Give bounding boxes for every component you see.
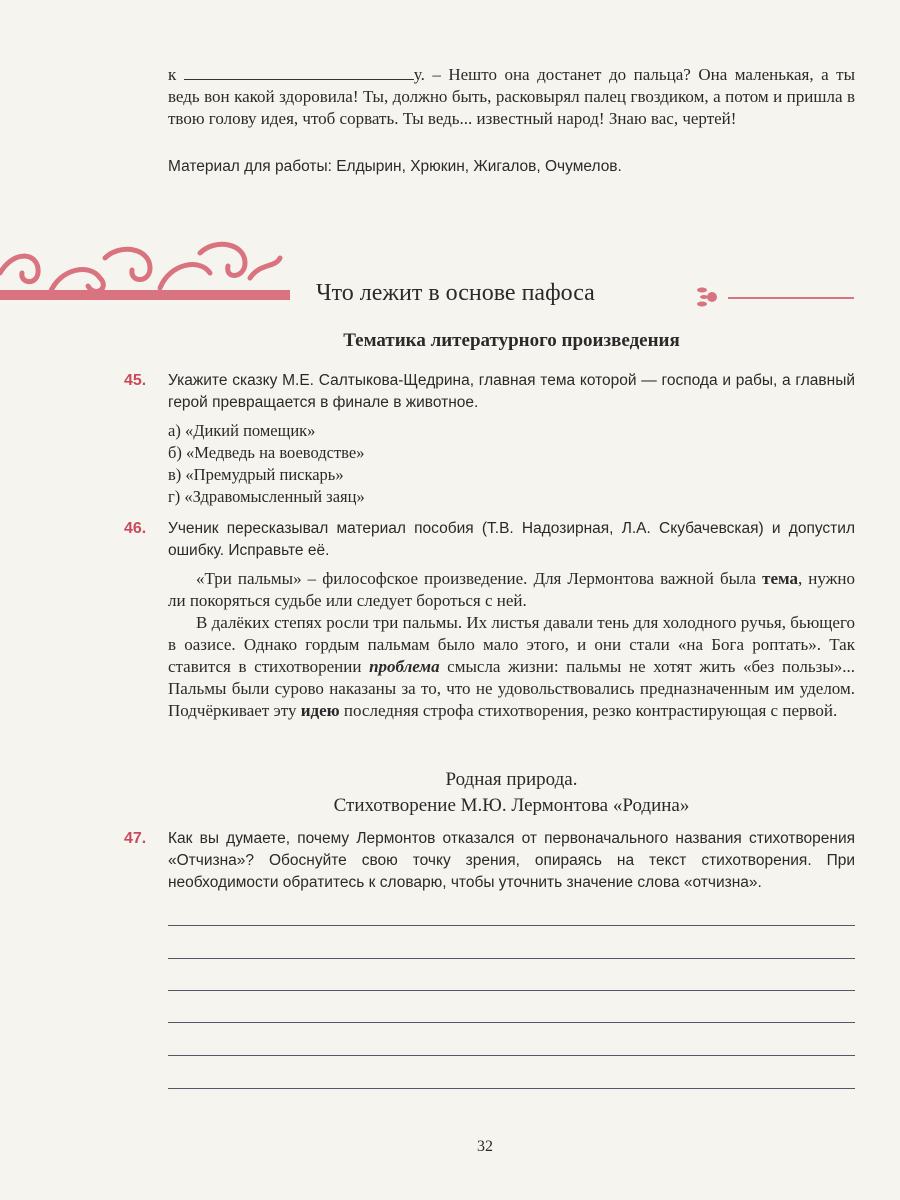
question-number: 46. <box>124 520 147 537</box>
section-divider <box>728 297 854 299</box>
question-number: 45. <box>124 372 147 389</box>
student-text-p1 <box>168 568 855 612</box>
text: смысла жизни: пальмы не хотят жить «без пользы»... Пальмы были сурово наказаны за то, что не удовольствовались предназначенным им уделом. Подчёркивает эту <box>168 657 855 720</box>
text: В далёких степях росли три пальмы. Их листья давали тень для холодного ручья, бьющего в оазисе. Однако гордым пальмам было мало этого, и они стали «на Бога роптать». Так ставится в стихотворении <box>168 613 855 676</box>
fragment-start: к <box>168 65 177 84</box>
flower-ornament-icon <box>694 285 724 309</box>
page-number: 32 <box>477 1138 493 1155</box>
question-number: 47. <box>124 830 147 847</box>
student-text-p2 <box>168 612 855 722</box>
question-text: Укажите сказку М.Е. Салтыкова-Щедрина, главная тема которой — господа и рабы, а главный герой превращается в финале в животное. <box>168 372 855 411</box>
question-text: Ученик пересказывал материал пособия (Т.В. Надозирная, Л.А. Скубачевская) и допустил ошибку. Исправьте её. <box>168 520 855 559</box>
material-note: Материал для работы: Елдырин, Хрюкин, Жигалов, Очумелов. <box>168 158 622 175</box>
answer-line[interactable] <box>168 1022 855 1023</box>
fragment-text: у. – Нешто она достанет до пальца? Она маленькая, а ты ведь вон какой здоровила! Ты, должно быть, расковырял палец гвоздиком, а потом и пришла в твою голову идея, чтоб сорвать. Ты ведь... известный народ! Знаю вас, чертей! <box>168 65 856 128</box>
term-idea: идею <box>300 701 340 720</box>
subsection-title <box>168 767 855 819</box>
answer-options <box>168 420 365 508</box>
answer-line[interactable] <box>168 990 855 991</box>
quote-fragment <box>168 64 855 130</box>
text: последняя строфа стихотворения, резко контрастирующая с первой. <box>339 701 838 720</box>
text: «Три пальмы» – философское произведение. Для Лермонтова важной была <box>196 569 763 588</box>
answer-line[interactable] <box>168 1088 855 1089</box>
term-problem: проблема <box>369 657 440 676</box>
ornament-swirl-icon <box>0 238 295 304</box>
answer-line[interactable] <box>168 925 855 926</box>
fill-blank-line[interactable] <box>184 65 414 80</box>
option-d[interactable]: г) «Здравомысленный заяц» <box>168 487 365 506</box>
answer-line[interactable] <box>168 1055 855 1056</box>
option-c[interactable]: в) «Премудрый пискарь» <box>168 465 344 484</box>
subsection-line-2: Стихотворение М.Ю. Лермонтова «Родина» <box>333 795 690 816</box>
section-subtitle: Тематика литературного произведения <box>343 330 680 351</box>
question-text: Как вы думаете, почему Лермонтов отказался от первоначального названия стихотворения «Отчизна»? Обоснуйте свою точку зрения, опираясь на текст стихотворения. При необходимости обратитесь к словарю, чтобы уточнить значение слова «отчизна». <box>168 830 855 891</box>
option-a[interactable]: а) «Дикий помещик» <box>168 421 316 440</box>
text: , нужно ли покоряться судьбе или следует бороться с ней. <box>168 569 855 610</box>
section-title: Что лежит в основе пафоса <box>316 280 595 306</box>
option-b[interactable]: б) «Медведь на воеводстве» <box>168 443 365 462</box>
term-theme: тема <box>762 569 798 588</box>
answer-line[interactable] <box>168 958 855 959</box>
subsection-line-1: Родная природа. <box>445 769 578 790</box>
